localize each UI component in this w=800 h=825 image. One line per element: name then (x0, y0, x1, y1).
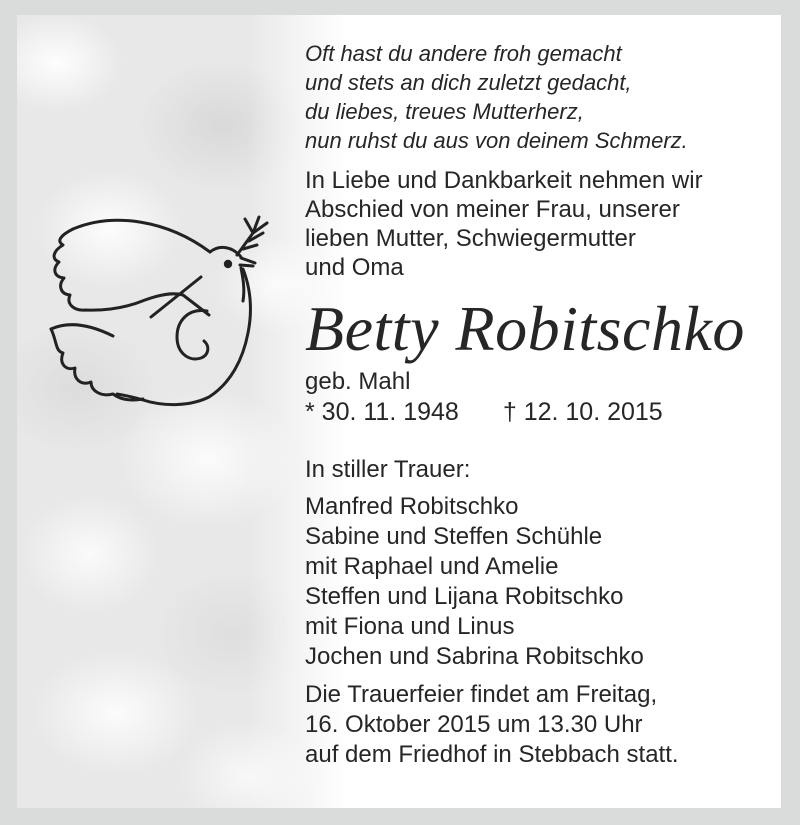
deceased-name: Betty Robitschko (305, 293, 745, 364)
funeral-line: Die Trauerfeier findet am Freitag, (305, 681, 658, 708)
death-date: † 12. 10. 2015 (502, 398, 663, 426)
mourners-list (305, 492, 644, 672)
life-dates (305, 397, 663, 427)
intro-line: lieben Mutter, Schwiegermutter (305, 225, 636, 252)
poem-line: du liebes, treues Mutterherz, (305, 99, 584, 124)
maiden-name: geb. Mahl (305, 368, 411, 395)
dove-illustration (31, 207, 287, 419)
poem-line: nun ruhst du aus von deinem Schmerz. (305, 128, 688, 153)
mourner-line: mit Raphael und Amelie (305, 553, 559, 580)
intro-line: In Liebe und Dankbarkeit nehmen wir (305, 167, 703, 194)
funeral-line: auf dem Friedhof in Stebbach statt. (305, 741, 679, 768)
obituary-card (17, 15, 781, 808)
mourner-line: Jochen und Sabrina Robitschko (305, 643, 644, 670)
mourner-line: Sabine und Steffen Schühle (305, 523, 603, 550)
funeral-details (305, 680, 679, 770)
intro-line: Abschied von meiner Frau, unserer (305, 196, 680, 223)
dove-olive-branch-icon (31, 207, 287, 419)
notice-text-column (305, 15, 771, 808)
mourning-header: In stiller Trauer: (305, 456, 471, 483)
mourner-line: Steffen und Lijana Robitschko (305, 583, 624, 610)
poem-line: Oft hast du andere froh gemacht (305, 41, 622, 66)
intro-text (305, 166, 703, 282)
intro-line: und Oma (305, 254, 404, 281)
poem-line: und stets an dich zuletzt gedacht, (305, 70, 632, 95)
birth-date: * 30. 11. 1948 (305, 398, 459, 426)
mourner-line: Manfred Robitschko (305, 493, 519, 520)
mourner-line: mit Fiona und Linus (305, 613, 515, 640)
condolence-poem (305, 39, 688, 155)
funeral-line: 16. Oktober 2015 um 13.30 Uhr (305, 711, 643, 738)
